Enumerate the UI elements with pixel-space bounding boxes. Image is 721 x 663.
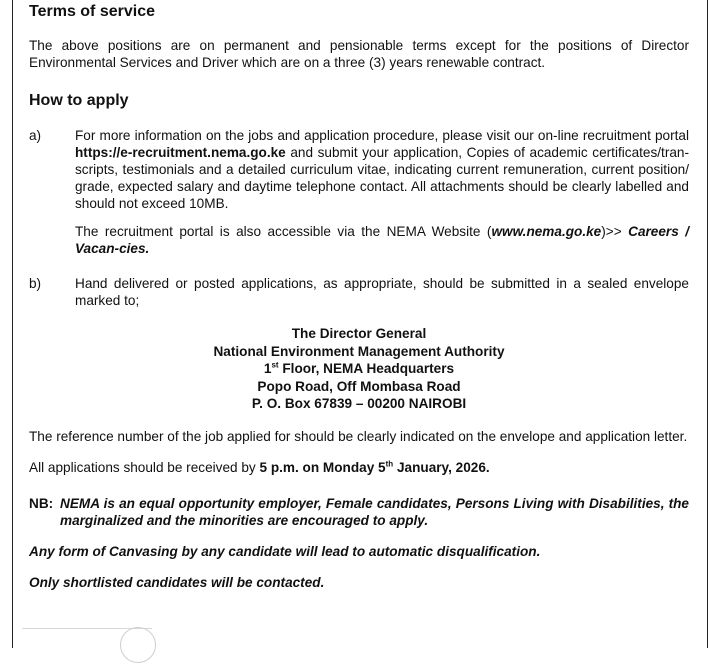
- floor-number: 1: [263, 361, 272, 376]
- careers-link[interactable]: Careers / Vacan-cies.: [75, 224, 690, 256]
- terms-paragraph: The above positions are on permanent and pensionable terms except for the positions of Director Environmental Services and Driver which are on a three (3) years renewable contract.: [29, 38, 689, 70]
- floor-suffix: st: [271, 360, 279, 370]
- floor-rest: Floor, NEMA Headquarters: [278, 361, 455, 376]
- apply-item-a: [29, 127, 689, 257]
- how-to-apply-heading: How to apply: [29, 92, 129, 109]
- item-a-text-2: and submit your application, Copies of academic certificates/tran-scripts, testimonials and a detailed curriculum vitae, indicating current remuneration, current position/ grade, expected salary and daytime telephone contact. All attachments should be clearly labelled and should not exceed 10MB.: [75, 145, 689, 211]
- item-b-text: Hand delivered or posted applications, as appropriate, should be submitted in a sealed envelope marked to;: [75, 276, 689, 308]
- address-line-3: [29, 360, 689, 378]
- address-line-2: National Environment Management Authority: [213, 343, 505, 359]
- portal-url-link[interactable]: https://e-recruitment.nema.go.ke: [75, 145, 286, 160]
- deadline-date-rest: January, 2026.: [393, 460, 490, 475]
- deadline-time: 5 p.m. on Monday 5: [259, 460, 386, 475]
- portal-note: [75, 223, 689, 257]
- website-link[interactable]: www.nema.go.ke: [491, 224, 602, 239]
- portal-note-2: )>>: [601, 224, 629, 239]
- apply-item-b: [29, 275, 689, 309]
- stamp-circle: [120, 627, 156, 663]
- address-line-4: Popo Road, Off Mombasa Road: [257, 378, 461, 394]
- nb-text: NEMA is an equal opportunity employer, Female candidates, Persons Living with Disabilities, the marginalized and the minorities are encouraged to apply.: [60, 496, 689, 528]
- deadline-note: [29, 459, 689, 476]
- nb-note: [29, 495, 689, 529]
- address-block: [29, 325, 689, 413]
- footer-stamp-fragment: [22, 628, 152, 641]
- item-a-text-1: For more information on the jobs and application procedure, please visit our on-line recruitment portal: [75, 128, 689, 143]
- item-marker-b: b): [29, 276, 42, 291]
- reference-note: The reference number of the job applied for should be clearly indicated on the envelope and application letter.: [29, 429, 688, 444]
- item-a-text: [75, 127, 689, 212]
- address-line-1: The Director General: [291, 326, 427, 341]
- address-line-5: P. O. Box 67839 – 00200 NAIROBI: [251, 396, 467, 411]
- canvasing-note: Any form of Canvasing by any candidate will lead to automatic disqualification.: [29, 544, 541, 559]
- item-marker-a: a): [29, 128, 42, 143]
- portal-note-1: The recruitment portal is also accessible via the NEMA Website (: [75, 224, 492, 239]
- nb-label: NB:: [29, 496, 54, 511]
- shortlist-note: Only shortlisted candidates will be contacted.: [29, 575, 325, 590]
- terms-heading: Terms of service: [29, 3, 155, 20]
- deadline-prefix: All applications should be received by: [29, 460, 260, 475]
- deadline-suffix: th: [385, 459, 394, 469]
